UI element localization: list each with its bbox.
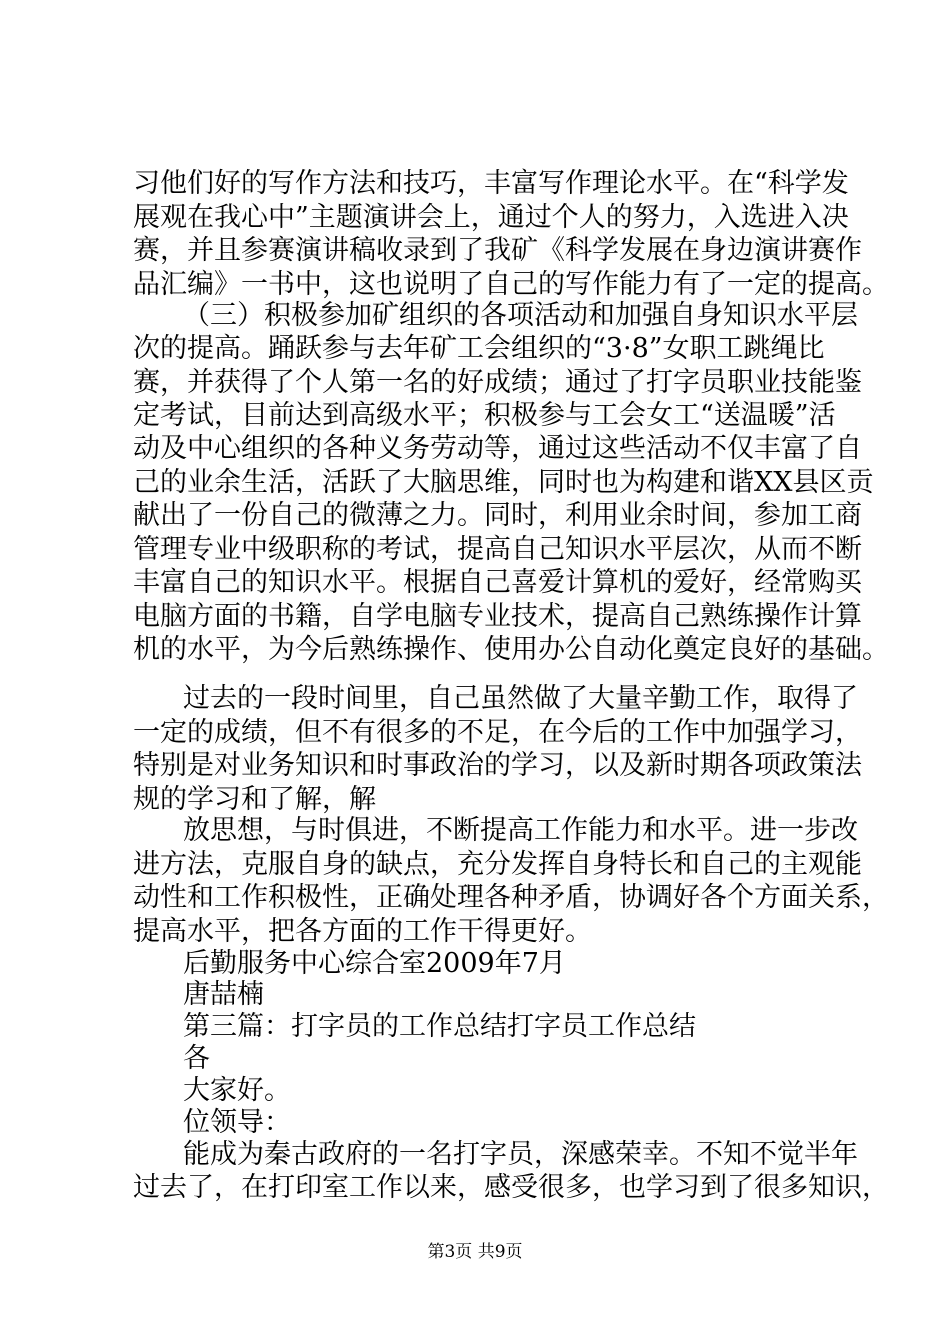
text-line: 次的提高。踊跃参与去年矿工会组织的“3·8”女职工跳绳比: [133, 333, 825, 364]
text-line: 大家好。: [183, 1074, 291, 1106]
signature-department: 后勤服务中心综合室2009年7月: [183, 947, 566, 979]
text-line: 电脑方面的书籍，自学电脑专业技术，提高自己熟练操作计算: [133, 600, 862, 632]
text-line: 管理专业中级职称的考试，提高自己知识水平层次，从而不断: [133, 533, 862, 565]
text-line: 进方法，克服自身的缺点，充分发挥自身特长和自己的主观能: [133, 848, 862, 880]
signature-name: 唐喆楠: [183, 979, 264, 1011]
text-line: 献出了一份自己的微薄之力。同时，利用业余时间，参加工商: [133, 500, 862, 532]
text-line: （三）积极参加矿组织的各项活动和加强自身知识水平层: [183, 299, 858, 331]
text-line: 定考试，目前达到高级水平；积极参与工会女工“送温暖”活: [133, 399, 836, 431]
page-footer: 第3页 共9页: [427, 1242, 523, 1262]
section-heading: 第三篇：打字员的工作总结打字员工作总结: [183, 1011, 696, 1043]
text-line: 赛，并且参赛演讲稿收录到了我矿《科学发展在身边演讲赛作: [133, 235, 862, 266]
text-line: 规的学习和了解，解: [133, 783, 376, 815]
text-line: 动性和工作积极性，正确处理各种矛盾，协调好各个方面关系，: [133, 882, 889, 914]
text-line: 机的水平，为今后熟练操作、使用办公自动化奠定良好的基础。: [133, 634, 889, 666]
text-line: 己的业余生活，活跃了大脑思维，同时也为构建和谐XX县区贡: [133, 466, 874, 498]
text-line: 放思想，与时俱进，不断提高工作能力和水平。进一步改: [183, 815, 858, 847]
text-line: 过去的一段时间里，自己虽然做了大量辛勤工作，取得了: [183, 683, 858, 714]
text-line: 赛，并获得了个人第一名的好成绩；通过了打字员职业技能鉴: [133, 366, 862, 398]
text-line: 一定的成绩，但不有很多的不足，在今后的工作中加强学习，: [133, 716, 862, 748]
text-line: 动及中心组织的各种义务劳动等，通过这些活动不仅丰富了自: [133, 433, 862, 465]
text-line: 丰富自己的知识水平。根据自己喜爱计算机的爱好，经常购买: [133, 567, 862, 599]
text-line: 品汇编》一书中，这也说明了自己的写作能力有了一定的提高。: [133, 268, 889, 300]
text-line: 各: [183, 1043, 210, 1074]
text-line: 过去了，在打印室工作以来，感受很多，也学习到了很多知识，: [133, 1172, 889, 1203]
text-line: 习他们好的写作方法和技巧，丰富写作理论水平。在“科学发: [133, 168, 849, 199]
text-line: 特别是对业务知识和时事政治的学习，以及新时期各项政策法: [133, 750, 862, 781]
text-line: 位领导：: [183, 1106, 291, 1138]
text-line: 能成为秦古政府的一名打字员，深感荣幸。不知不觉半年: [183, 1138, 858, 1170]
text-line: 提高水平，把各方面的工作干得更好。: [133, 915, 592, 947]
text-line: 展观在我心中”主题演讲会上，通过个人的努力，入选进入决: [133, 201, 849, 233]
